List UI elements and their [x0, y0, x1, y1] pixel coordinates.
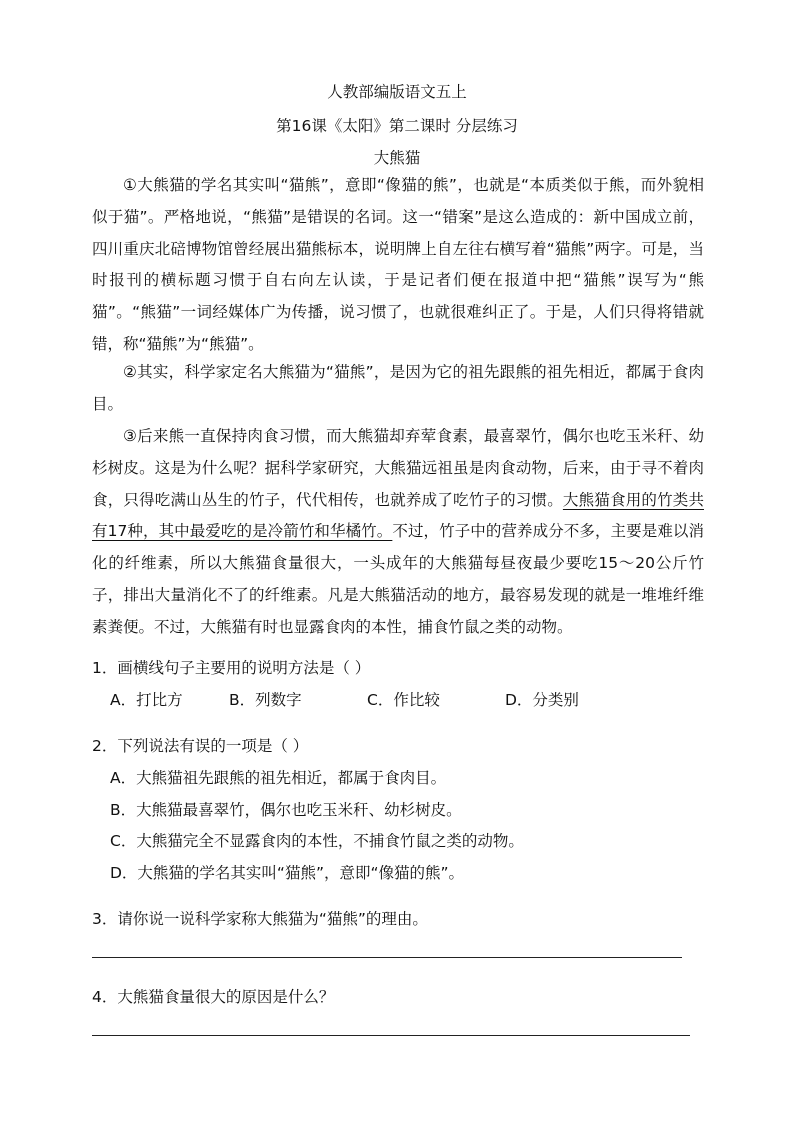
question-4-stem: 4．大熊猫食量很大的原因是什么？ — [92, 988, 335, 1006]
q3-answer-line[interactable] — [92, 957, 682, 958]
q1-option-c[interactable]: C．作比较 — [367, 691, 440, 709]
question-2-stem: 2．下列说法有误的一项是（ ） — [92, 737, 309, 755]
document-title: 人教部编版语文五上 — [327, 83, 467, 101]
passage-paragraph-2: ②其实，科学家定名大熊猫为“猫熊”，是因为它的祖先跟熊的祖先相近，都属于食肉目。 — [92, 363, 704, 413]
underlined-sentence: 大熊猫食用的竹类共有17种，其中最爱吃的是冷箭竹和华橘竹。 — [92, 490, 704, 541]
paragraph-3-text-a: ③后来熊一直保持肉食习惯，而大熊猫却弃荤食素，最喜翠竹，偶尔也吃玉米秆、幼杉树皮。这是为什么呢？据科学家研究，大熊猫远祖虽是肉食动物，后来，由于寻不着肉食，只得吃满山丛生的竹子，代代相传，也就养成了吃竹子的习惯。 — [92, 427, 704, 509]
passage-paragraph-1: ①大熊猫的学名其实叫“猫熊”，意即“像猫的熊”，也就是“本质类似于熊，而外貌相似于猫”。严格地说，“熊猫”是错误的名词。这一“错案”是这么造成的：新中国成立前，四川重庆北碚博物馆曾经展出猫熊标本，说明牌上自左往右横写着“猫熊”两字。可是，当时报刊的横标题习惯于自右向左认读，于是记者们便在报道中把“猫熊”误写为“熊猫”。“熊猫”一词经媒体广为传播，说习惯了，也就很难纠正了。于是，人们只得将错就错，称“猫熊”为“熊猫”。 — [92, 176, 704, 353]
q1-option-b[interactable]: B．列数字 — [229, 691, 302, 709]
passage-paragraph-3 — [92, 421, 704, 644]
passage-title: 大熊猫 — [373, 149, 421, 167]
q1-option-d[interactable]: D．分类别 — [505, 691, 579, 709]
question-3-stem: 3．请你说一说科学家称大熊猫为“猫熊”的理由。 — [92, 910, 428, 928]
q2-option-d[interactable]: D．大熊猫的学名其实叫“猫熊”，意即“像猫的熊”。 — [110, 864, 465, 882]
q1-option-a[interactable]: A．打比方 — [110, 691, 183, 709]
q2-option-c[interactable]: C．大熊猫完全不显露食肉的本性，不捕食竹鼠之类的动物。 — [110, 832, 524, 850]
q2-option-b[interactable]: B．大熊猫最喜翠竹，偶尔也吃玉米秆、幼杉树皮。 — [110, 801, 462, 819]
lesson-subtitle: 第16课《太阳》第二课时 分层练习 — [276, 117, 518, 135]
paragraph-3-text-b: 不过，竹子中的营养成分不多，主要是难以消化的纤维素，所以大熊猫食量很大，一头成年的大熊猫每昼夜最少要吃15～20公斤竹子，排出大量消化不了的纤维素。凡是大熊猫活动的地方，最容易发现的就是一堆堆纤维素粪便。不过，大熊猫有时也显露食肉的本性，捕食竹鼠之类的动物。 — [92, 522, 704, 636]
q2-option-a[interactable]: A．大熊猫祖先跟熊的祖先相近，都属于食肉目。 — [110, 769, 447, 787]
q4-answer-line[interactable] — [92, 1035, 690, 1036]
question-1-stem: 1．画横线句子主要用的说明方法是（ ） — [92, 659, 371, 677]
